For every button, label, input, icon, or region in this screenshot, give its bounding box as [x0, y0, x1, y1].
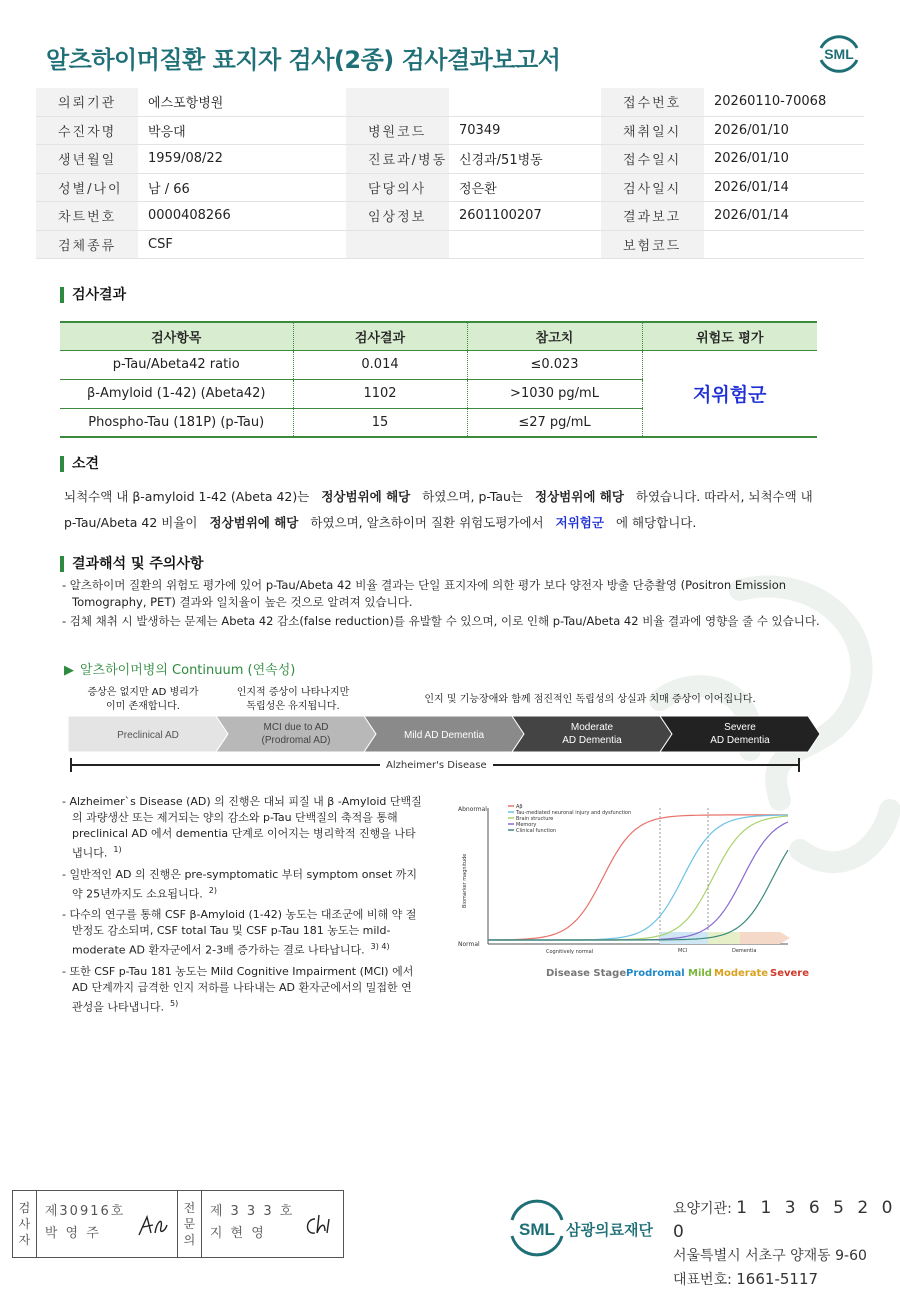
info-label: 의뢰기관: [36, 88, 138, 116]
info-label: 담당의사: [346, 174, 449, 202]
tester-name: 박 영 주: [44, 1226, 101, 1241]
graph-y-top: Abnormal: [458, 806, 487, 813]
list-item: - 알츠하이머 질환의 위험도 평가에 있어 p-Tau/Abeta 42 비율 결과는 단일 표지자에 의한 평가 보다 양전자 방출 단층촬영 (Positron Emission Tomography, PET) 결과와 일치율이 높은 것으로 알려져 있습니다.: [62, 578, 787, 609]
phone: [673, 1268, 900, 1292]
continuum-title: [64, 659, 295, 678]
findings-part: p-Tau/Abeta 42 비율이: [64, 515, 198, 530]
sig-doctor: [202, 1191, 343, 1257]
results-heading: 검사결과: [60, 287, 126, 303]
tester-license: 제30916호: [44, 1204, 126, 1219]
signature-mark: [135, 1211, 169, 1239]
footer-info: [673, 1197, 900, 1292]
info-label: 채취일시: [601, 117, 704, 145]
doctor-name: 지 현 영: [209, 1226, 266, 1241]
info-value: 20260110-70068: [704, 88, 864, 116]
institution-code: [673, 1197, 900, 1245]
disease-stage-label: Disease Stage: [546, 968, 627, 979]
result-item: β-Amyloid (1-42) (Abeta42): [60, 379, 293, 408]
findings-part: 하였으며, 알츠하이머 질환 위험도평가에서: [310, 515, 544, 530]
findings-bold: 정상범위에 해당: [321, 489, 411, 504]
graph-dementia: Dementia: [732, 948, 757, 954]
biomarker-graph: [458, 798, 813, 983]
info-row: [36, 202, 864, 231]
info-label: 보험코드: [601, 231, 704, 259]
triangle-icon: ▶: [64, 663, 74, 678]
result-value: 1102: [293, 379, 467, 408]
inst-label: 요양기관:: [673, 1201, 737, 1217]
signature-mark: [301, 1211, 335, 1239]
bullet-text: - Alzheimer`s Disease (AD) 의 진행은 대뇌 피질 내 β -Amyloid 단백질의 과량생산 또는 제거되는 양의 감소와 p-Tau 단백질의 축적을 통해 preclinical AD 에서 dementia 단계로 이어지는 병리학적 진행을 나타냅니다.: [62, 795, 422, 860]
band-moderate: [740, 932, 780, 944]
info-row: [36, 145, 864, 174]
table-row: [60, 350, 817, 379]
info-value: 남 / 66: [138, 174, 346, 202]
stage-desc-mci: 인지적 증상이 나타나지만 독립성은 유지됩니다.: [236, 687, 350, 712]
logo-text: SML: [519, 1220, 555, 1239]
legend-entry: Brain structure: [516, 816, 554, 822]
mild-label: Mild: [688, 968, 712, 979]
bullet-ref: 2): [208, 885, 217, 895]
signature-box: [12, 1190, 344, 1258]
sml-logo: [815, 30, 863, 78]
list-item: [62, 867, 422, 903]
info-value: 2026/01/10: [704, 145, 864, 173]
address: 서울특별시 서초구 양재동 9-60: [673, 1248, 867, 1264]
info-value: 2026/01/14: [704, 174, 864, 202]
findings-bold: 정상범위에 해당: [535, 489, 624, 504]
info-value: [704, 231, 864, 259]
phone-label: 대표번호:: [673, 1272, 737, 1288]
list-item: - 검체 채취 시 발생하는 문제는 Abeta 42 감소(false reduction)를 유발할 수 있으며, 이로 인해 p-Tau/Abeta 42 비율 결과에 영향을 줄 수 있습니다.: [62, 614, 820, 628]
interpretation-heading: 결과해석 및 주의사항: [60, 556, 203, 572]
result-value: 15: [293, 408, 467, 437]
risk-assessment: 저위험군: [642, 350, 817, 437]
info-value: 0000408266: [138, 202, 346, 230]
bullet-text: - 또한 CSF p-Tau 181 농도는 Mild Cognitive Impairment (MCI) 에서 AD 단계까지 급격한 인지 저하를 나타내는 AD 환자군에서의 밀접한 연관성을 나타냅니다.: [62, 964, 414, 1014]
stage-label: AD Dementia: [562, 735, 622, 746]
info-value: [449, 88, 601, 116]
stage-label: Mild AD Dementia: [403, 730, 485, 741]
info-value: 신경과/51병동: [449, 145, 601, 173]
info-label: 결과보고: [601, 202, 704, 230]
findings-text: [64, 484, 824, 536]
bullet-text: - 다수의 연구를 통해 CSF β-Amyloid (1-42) 농도는 대조군에 비해 약 절반정도 감소되며, CSF total Tau 및 CSF p-Tau 181 농도는 mild-moderate AD 환자군에서 2-3배 증가하는 결로 나타납니다.: [62, 908, 417, 957]
info-label: 접수번호: [601, 88, 704, 116]
sig-label-doctor: [178, 1191, 202, 1257]
findings-part: 하였습니다. 따라서, 뇌척수액 내: [635, 489, 813, 504]
info-value: 1959/08/22: [138, 145, 346, 173]
info-label: [346, 231, 449, 259]
bullet-text: - 일반적인 AD 의 진행은 pre-symptomatic 부터 symptom onset 까지 약 25년까지도 소요됩니다.: [62, 867, 418, 901]
biomarker-curve: [488, 850, 788, 940]
result-ref: ≤0.023: [467, 350, 642, 379]
legend-entry: Memory: [516, 822, 537, 828]
info-row: [36, 174, 864, 203]
list-item: [62, 907, 422, 959]
sig-char: 검: [18, 1201, 31, 1215]
findings-part: 에 해당합니다.: [615, 515, 697, 530]
sig-char: 사: [18, 1217, 31, 1231]
footer-logo: [508, 1198, 663, 1258]
graph-y-label: Biomarker magnitude: [462, 853, 468, 908]
info-value: 2601100207: [449, 202, 601, 230]
inst-value: 1 1 3 6 5 2 0 0: [673, 1198, 897, 1242]
findings-part: 하였으며, p-Tau는: [422, 489, 524, 504]
phone-value: 1661-5117: [736, 1270, 819, 1288]
bullet-ref: 3) 4): [370, 942, 390, 952]
continuum-chevrons: [68, 716, 810, 752]
col-value: 검사결과: [293, 322, 467, 350]
info-label: 진료과/병동: [346, 145, 449, 173]
result-value: 0.014: [293, 350, 467, 379]
findings-bold: 정상범위에 해당: [209, 515, 299, 530]
doctor-license: 제 3 3 3 호: [209, 1204, 295, 1219]
info-label: 차트번호: [36, 202, 138, 230]
result-ref: ≤27 pg/mL: [467, 408, 642, 437]
info-value: [449, 231, 601, 259]
results-header-row: [60, 322, 817, 350]
logo-text: SML: [824, 46, 854, 62]
info-label: 생년월일: [36, 145, 138, 173]
severe-label: Severe: [770, 968, 809, 979]
info-label: 병원코드: [346, 117, 449, 145]
sig-char: 문: [183, 1217, 196, 1231]
stage-desc-preclinical: 증상은 없지만 AD 병리가 이미 존재합니다.: [87, 687, 199, 712]
info-value: 정은환: [449, 174, 601, 202]
result-item: p-Tau/Abeta42 ratio: [60, 350, 293, 379]
info-value: 2026/01/10: [704, 117, 864, 145]
graph-y-bottom: Normal: [458, 941, 480, 948]
col-risk: 위험도 평가: [642, 322, 817, 350]
info-label: 임상정보: [346, 202, 449, 230]
stage-label: AD Dementia: [710, 735, 770, 746]
sig-char: 의: [183, 1233, 196, 1247]
legend-entry: Tau-mediated neuronal injury and dysfunction: [516, 810, 632, 816]
result-item: Phospho-Tau (181P) (p-Tau): [60, 408, 293, 437]
info-label: 성별/나이: [36, 174, 138, 202]
results-table: [60, 321, 817, 438]
prodromal-label: Prodromal: [626, 968, 685, 979]
band-arrow: [780, 932, 790, 944]
info-label: 검사일시: [601, 174, 704, 202]
findings-heading: 소견: [60, 456, 99, 472]
org-name: 삼광의료재단: [566, 1221, 653, 1239]
info-value: 2026/01/14: [704, 202, 864, 230]
legend-entry: Clinical function: [516, 828, 557, 834]
bullet-ref: 5): [170, 998, 179, 1008]
bullet-ref: 1): [113, 845, 122, 854]
stage-label: Preclinical AD: [117, 730, 179, 741]
biomarker-curve: [488, 822, 788, 940]
sig-tester: [37, 1191, 178, 1257]
legend-entry: Aβ: [516, 804, 523, 810]
moderate-label: Moderate: [714, 968, 769, 979]
axis-tick: [798, 758, 800, 772]
stage-label: Severe: [724, 722, 756, 733]
col-item: 검사항목: [60, 322, 293, 350]
findings-risk: 저위험군: [555, 515, 604, 530]
info-label: 검체종류: [36, 231, 138, 259]
info-value: 70349: [449, 117, 601, 145]
graph-mci: MCI: [678, 948, 688, 954]
info-label: 접수일시: [601, 145, 704, 173]
patient-info-table: [36, 88, 864, 259]
info-value: 에스포항병원: [138, 88, 346, 116]
sig-label-tester: [13, 1191, 37, 1257]
stage-label: (Prodromal AD): [261, 735, 331, 746]
info-row: [36, 117, 864, 146]
ad-bullets: [62, 794, 422, 1021]
info-row: [36, 231, 864, 260]
page-title: 알츠하이머질환 표지자 검사(2종) 검사결과보고서: [46, 46, 561, 74]
interpretation-list: [62, 577, 822, 633]
findings-part: 뇌척수액 내 β-amyloid 1-42 (Abeta 42)는: [64, 489, 310, 504]
stage-desc-dementia: 인지 및 기능장애와 함께 점진적인 독립성의 상실과 치매 증상이 이어집니다.: [424, 694, 756, 705]
stage-label: Moderate: [570, 722, 614, 733]
col-ref: 참고치: [467, 322, 642, 350]
info-label: [346, 88, 449, 116]
axis-tick: [70, 758, 72, 772]
info-row: [36, 88, 864, 117]
list-item: [62, 794, 422, 862]
stage-label: MCI due to AD: [263, 722, 329, 733]
sig-char: 자: [18, 1233, 31, 1247]
list-item: [62, 964, 422, 1016]
graph-x-label: Cognitively normal: [546, 949, 594, 955]
info-value: CSF: [138, 231, 346, 259]
info-label: 수진자명: [36, 117, 138, 145]
sig-char: 전: [183, 1201, 196, 1215]
continuum-title-text: 알츠하이머병의 Continuum (연속성): [80, 663, 296, 678]
axis-label: Alzheimer's Disease: [380, 760, 493, 771]
result-ref: >1030 pg/mL: [467, 379, 642, 408]
info-value: 박응대: [138, 117, 346, 145]
